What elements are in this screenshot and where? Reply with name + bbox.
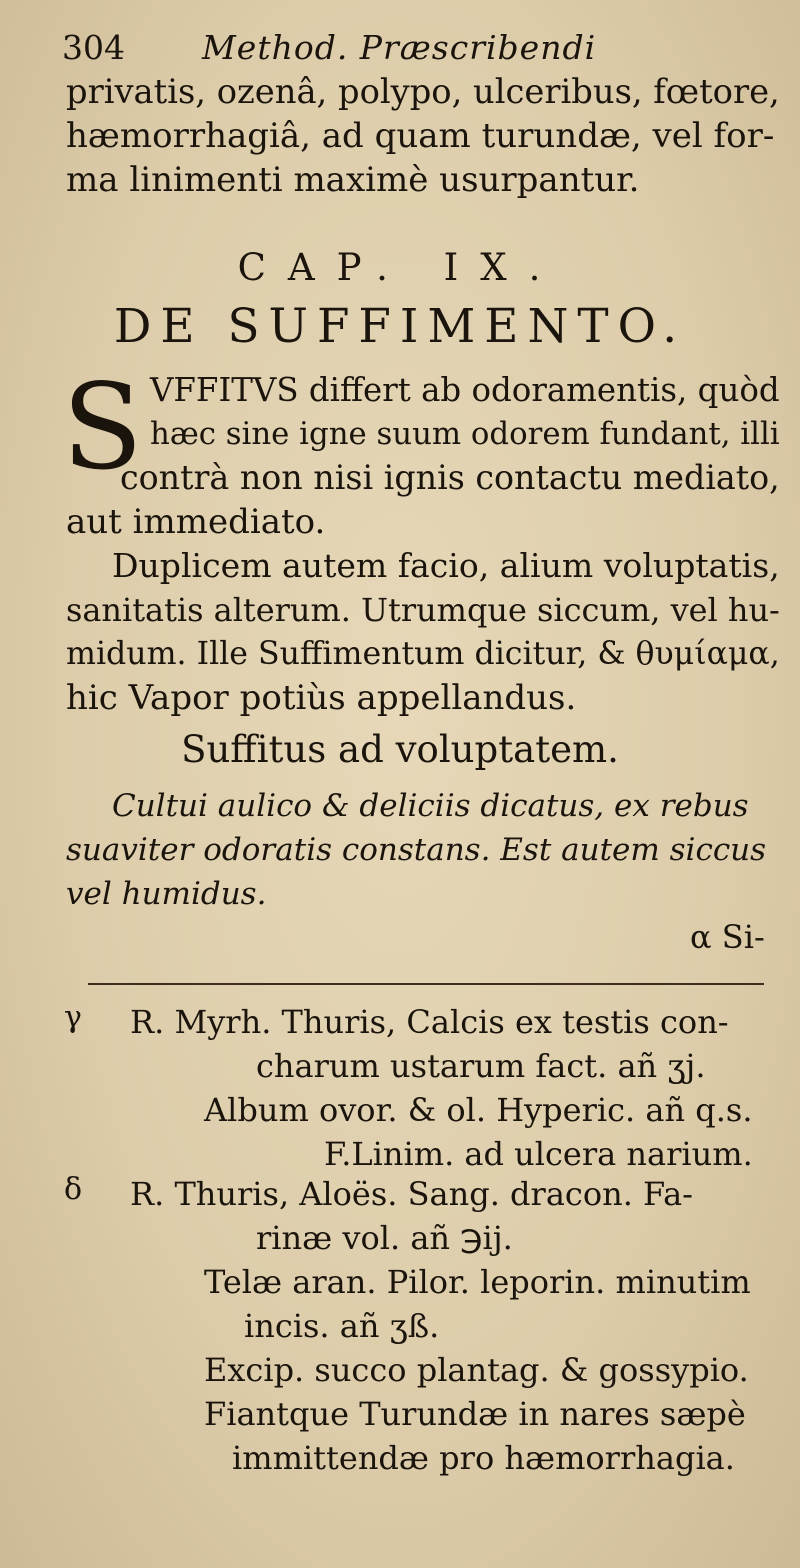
text-line: Duplicem autem facio, alium voluptatis,	[112, 546, 780, 585]
footnote-line: R. Myrh. Thuris, Calcis ex testis con-	[130, 1003, 729, 1041]
text-line: suaviter odoratis constans. Est autem siccus	[66, 832, 767, 868]
footnote-line: immittendæ pro hæmorrhagia.	[232, 1439, 735, 1477]
text-line: contrà non nisi ignis contactu mediato,	[120, 458, 780, 497]
footnote-line: Telæ aran. Pilor. leporin. minutim	[204, 1263, 751, 1301]
footnote-line: charum ustarum fact. añ ʒj.	[256, 1047, 706, 1085]
text-line: Cultui aulico & deliciis dicatus, ex rebus	[112, 788, 749, 824]
footnote-marker: δ	[64, 1172, 83, 1207]
section-heading: Suffitus ad voluptatem.	[181, 728, 619, 771]
drop-cap: S	[62, 358, 143, 496]
text-line: vel humidus.	[66, 876, 267, 912]
footnote-line: Fiantque Turundæ in nares sæpè	[204, 1395, 746, 1433]
footnote-line: rinæ vol. añ ℈ij.	[256, 1219, 513, 1257]
footnote-line: Excip. succo plantag. & gossypio.	[204, 1351, 749, 1389]
footnote-marker: γ	[64, 1000, 82, 1035]
text-line: aut immediato.	[66, 502, 326, 542]
chapter-number: CAP. IX.	[237, 246, 563, 289]
footnote-rule	[88, 983, 764, 985]
text-line: hæc sine igne suum odorem fundant, illi	[150, 416, 780, 452]
footnote-line: R. Thuris, Aloës. Sang. dracon. Fa-	[130, 1175, 693, 1213]
footnote-line: F.Linim. ad ulcera narium.	[324, 1135, 753, 1173]
text-line: hic Vapor potiùs appellandus.	[66, 678, 577, 718]
running-title: Method. Præscribendi	[202, 28, 597, 67]
footnote-line: Album ovor. & ol. Hyperic. añ q.s.	[204, 1091, 753, 1129]
text-line: sanitatis alterum. Utrumque siccum, vel hu-	[66, 591, 780, 629]
running-header	[62, 28, 596, 67]
text-line: ma linimenti maximè usurpantur.	[66, 160, 640, 200]
chapter-title: DE SUFFIMENTO.	[113, 300, 687, 354]
page-number: 304	[62, 28, 125, 67]
text-line: privatis, ozenâ, polypo, ulceribus, fœtore,	[66, 72, 780, 111]
text-line: VFFITVS differt ab odoramentis, quòd	[150, 371, 780, 409]
text-line: midum. Ille Suffimentum dicitur, & θυμίαμα,	[66, 636, 780, 672]
text-line: hæmorrhagiâ, ad quam turundæ, vel for-	[66, 116, 775, 156]
footnote-line: incis. añ ʒß.	[244, 1307, 440, 1345]
catchword: α Si-	[690, 918, 765, 956]
